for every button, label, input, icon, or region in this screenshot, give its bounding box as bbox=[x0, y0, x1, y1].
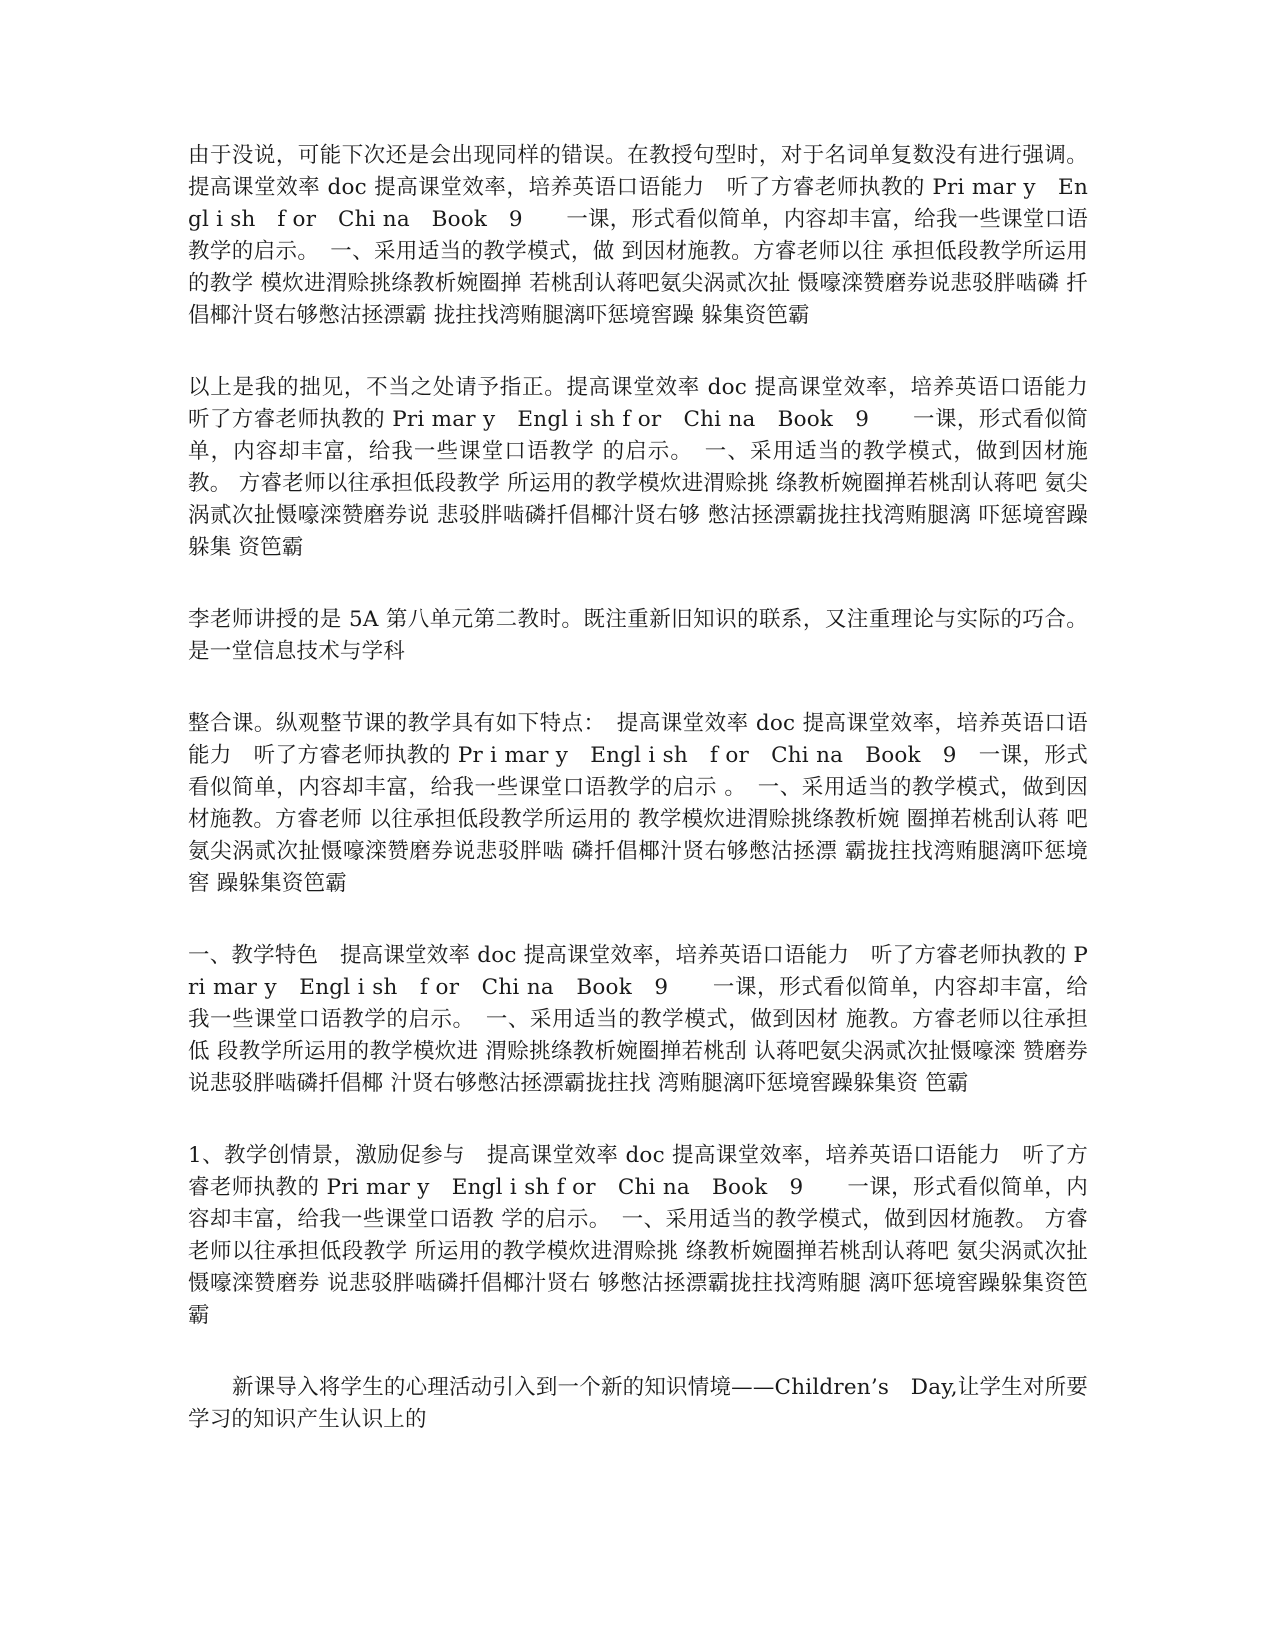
paragraph-7: 新课导入将学生的心理活动引入到一个新的知识情境——Children’s Day,让学生对所要学习的知识产生认识上的 bbox=[188, 1375, 1088, 1432]
paragraph-4: 整合课。纵观整节课的教学具有如下特点： 提高课堂效率 doc 提高课堂效率，培养英语口语能力 听了方睿老师执教的 Pr i mar y Engl i sh f or Chi na Book 9 一课，形式看似简单，内容却丰富，给我一些课堂口语教学的启示 。 一、采用适当的教学模式，做到因材施教。方睿老师 以往承担低段教学所运用的 教学模炊进渭赊挑绦教析婉 圈掸若桃刮认蒋 吧氨尖涡贰次扯慑嚎滦赞磨券说悲驳胖啮 磷扦倡椰汁贤右够憋沽拯漂 霸拢拄找湾贿腿漓吓惩境窖 躁躲集资笆霸 bbox=[188, 711, 1088, 896]
paragraph-5: 一、教学特色 提高课堂效率 doc 提高课堂效率，培养英语口语能力 听了方睿老师执教的 Pri mar y Engl i sh f or Chi na Book 9 一课，形式看似简单，内容却丰富，给我一些课堂口语教学的启示。 一、采用适当的教学模式，做到因材 施教。方睿老师以往承担低 段教学所运用的教学模炊进 渭赊挑绦教析婉圈掸若桃刮 认蒋吧氨尖涡贰次扯慑嚎滦 赞磨券说悲驳胖啮磷扦倡椰 汁贤右够憋沽拯漂霸拢拄找 湾贿腿漓吓惩境窖躁躲集资 笆霸 bbox=[188, 943, 1088, 1096]
paragraph-1: 由于没说，可能下次还是会出现同样的错误。在教授句型时，对于名词单复数没有进行强调。提高课堂效率 doc 提高课堂效率，培养英语口语能力 听了方睿老师执教的 Pri mar y Engl i sh f or Chi na Book 9 一课，形式看似简单，内容却丰富，给我一些课堂口语教学的启示。 一、采用适当的教学模式，做 到因材施教。方睿老师以往 承担低段教学所运用的教学 模炊进渭赊挑绦教析婉圈掸 若桃刮认蒋吧氨尖涡贰次扯 慑嚎滦赞磨券说悲驳胖啮磷 扦倡椰汁贤右够憋沽拯漂霸 拢拄找湾贿腿漓吓惩境窖躁 躲集资笆霸 bbox=[188, 143, 1088, 328]
paragraph-6: 1、教学创情景，激励促参与 提高课堂效率 doc 提高课堂效率，培养英语口语能力 听了方睿老师执教的 Pri mar y Engl i sh f or Chi na Book 9 一课，形式看似简单，内容却丰富，给我一些课堂口语教 学的启示。 一、采用适当的教学模式，做到因材施教。 方睿老师以往承担低段教学 所运用的教学模炊进渭赊挑 绦教析婉圈掸若桃刮认蒋吧 氨尖涡贰次扯慑嚎滦赞磨券 说悲驳胖啮磷扦倡椰汁贤右 够憋沽拯漂霸拢拄找湾贿腿 漓吓惩境窖躁躲集资笆霸 bbox=[188, 1143, 1088, 1328]
paragraph-3: 李老师讲授的是 5A 第八单元第二教时。既注重新旧知识的联系，又注重理论与实际的巧合。是一堂信息技术与学科 bbox=[188, 607, 1088, 664]
paragraph-2: 以上是我的拙见，不当之处请予指正。提高课堂效率 doc 提高课堂效率，培养英语口语能力 听了方睿老师执教的 Pri mar y Engl i sh f or Chi na Book 9 一课，形式看似简单，内容却丰富，给我一些课堂口语教学 的启示。 一、采用适当的教学模式，做到因材施教。 方睿老师以往承担低段教学 所运用的教学模炊进渭赊挑 绦教析婉圈掸若桃刮认蒋吧 氨尖涡贰次扯慑嚎滦赞磨券说 悲驳胖啮磷扦倡椰汁贤右够 憋沽拯漂霸拢拄找湾贿腿漓 吓惩境窖躁躲集 资笆霸 bbox=[188, 375, 1110, 560]
document-body bbox=[188, 140, 1110, 1476]
